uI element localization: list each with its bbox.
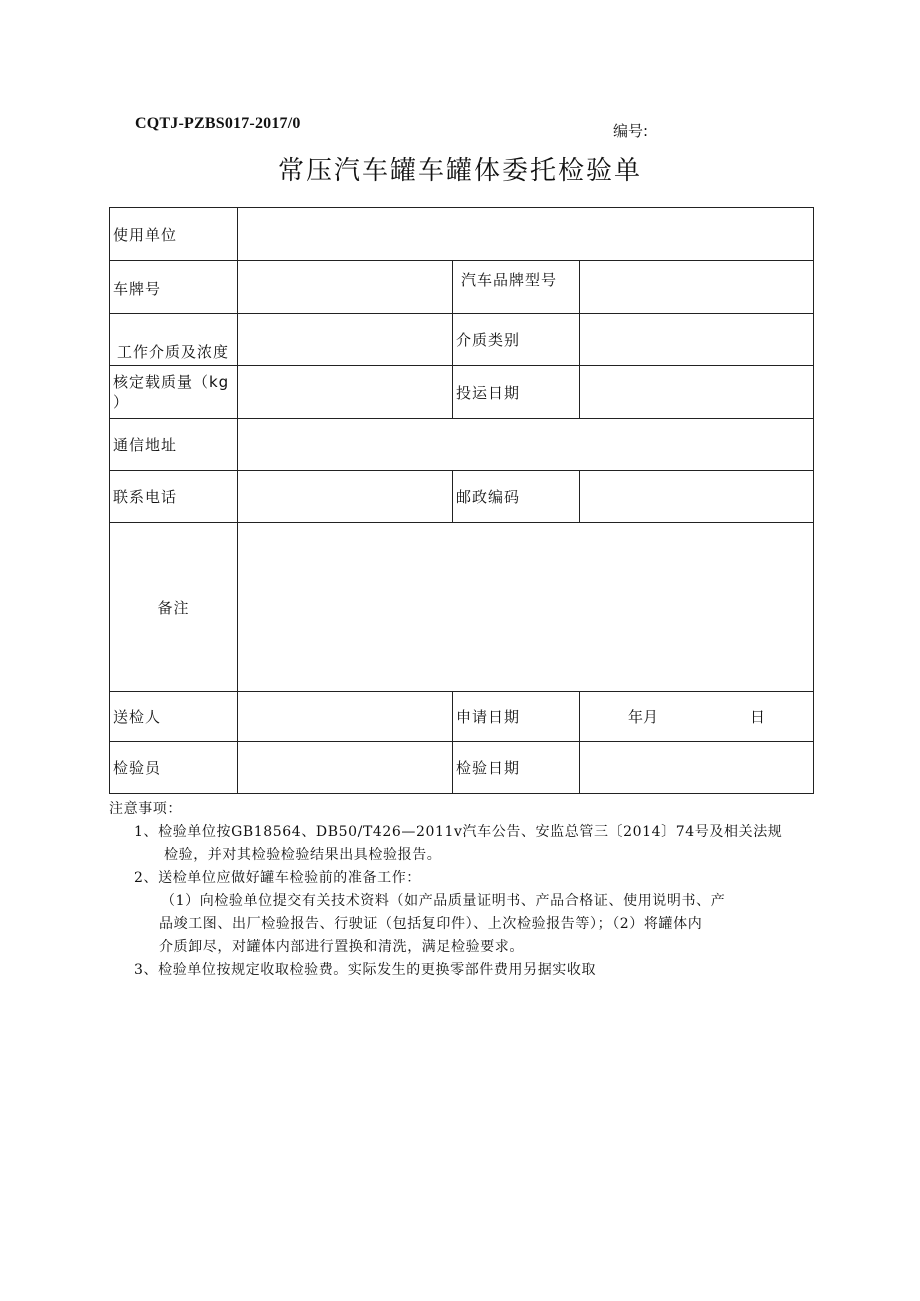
form-row-phone (110, 471, 814, 523)
medium-concentration-field[interactable] (238, 314, 453, 366)
apply-date-year-month: 年月 (628, 708, 659, 726)
phone-field[interactable] (238, 471, 453, 523)
inspect-date-field[interactable] (580, 742, 814, 794)
rated-load-label-line2: ） (113, 393, 130, 411)
note-item-3: 3、检验单位按规定收取检验费。实际发生的更换零部件费用另据实收取 (134, 962, 597, 978)
note-item-1: 1、检验单位按GB18564、DB50/T426—2011v汽车公告、安监总管三〔2014〕74号及相关法规 (134, 824, 783, 840)
inspect-date-label: 检验日期 (453, 742, 580, 794)
form-row-use-unit (110, 208, 814, 261)
note-item-2-sub-end: 介质卸尽，对罐体内部进行置换和清洗，满足检验要求。 (159, 939, 524, 955)
form-row-load (110, 366, 814, 419)
medium-concentration-label: 工作介质及浓度 (110, 314, 238, 366)
address-field[interactable] (238, 419, 814, 471)
commission-date-label: 投运日期 (453, 366, 580, 419)
address-label: 通信地址 (110, 419, 238, 471)
apply-date-label: 申请日期 (453, 692, 580, 742)
brand-model-label: 汽车品牌型号 (453, 261, 580, 314)
form-row-inspector (110, 742, 814, 794)
postal-code-field[interactable] (580, 471, 814, 523)
plate-number-field[interactable] (238, 261, 453, 314)
brand-model-field[interactable] (580, 261, 814, 314)
form-row-address (110, 419, 814, 471)
submitter-field[interactable] (238, 692, 453, 742)
commission-date-field[interactable] (580, 366, 814, 419)
inspector-field[interactable] (238, 742, 453, 794)
phone-label: 联系电话 (110, 471, 238, 523)
remarks-field[interactable] (238, 523, 814, 692)
use-unit-label: 使用单位 (110, 208, 238, 261)
note-item-2: 2、送检单位应做好罐车检验前的准备工作： (134, 870, 421, 886)
rated-load-label (110, 366, 238, 419)
use-unit-field[interactable] (238, 208, 814, 261)
note-item-2-sub: （1）向检验单位提交有关技术资料（如产品质量证明书、产品合格证、使用说明书、产 (161, 893, 726, 909)
form-row-medium (110, 314, 814, 366)
notes-section (109, 798, 809, 982)
remarks-label: 备注 (110, 523, 238, 692)
form-row-remarks (110, 523, 814, 692)
rated-load-field[interactable] (238, 366, 453, 419)
notes-heading: 注意事项： (109, 801, 182, 817)
plate-number-label: 车牌号 (110, 261, 238, 314)
document-code: CQTJ-PZBS017-2017/0 (135, 115, 301, 132)
form-row-submitter (110, 692, 814, 742)
form-row-plate (110, 261, 814, 314)
note-item-1-continued: 检验，并对其检验检验结果出具检验报告。 (164, 847, 442, 863)
apply-date-day: 日 (750, 708, 766, 726)
apply-date-field[interactable] (580, 692, 814, 742)
medium-type-label: 介质类别 (453, 314, 580, 366)
inspector-label: 检验员 (110, 742, 238, 794)
postal-code-label: 邮政编码 (453, 471, 580, 523)
page-title: 常压汽车罐车罐体委托检验单 (277, 156, 642, 186)
note-item-2-sub-continued: 品竣工图、出厂检验报告、行驶证（包括复印件）、上次检验报告等）；（2）将罐体内 (159, 916, 703, 932)
serial-number-label: 编号: (613, 122, 649, 140)
submitter-label: 送检人 (110, 692, 238, 742)
inspection-form-table (109, 207, 814, 794)
medium-type-field[interactable] (580, 314, 814, 366)
rated-load-label-line1: 核定载质量（kg (113, 373, 230, 391)
